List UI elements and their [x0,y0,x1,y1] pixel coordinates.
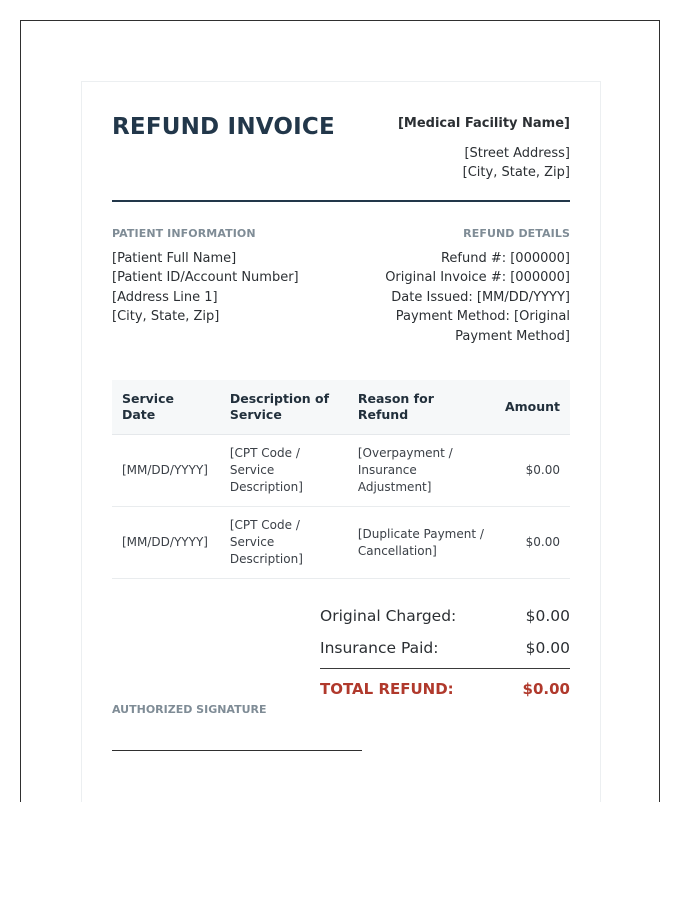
original-charged-row [320,603,570,635]
header-service-date: Service Date [112,380,220,435]
facility-city: [City, State, Zip] [462,165,570,180]
original-charged-value: $0.00 [525,607,570,625]
totals-block [320,603,570,708]
cell-description: [CPT Code / Service Description] [220,435,348,507]
cell-reason: [Overpayment / Insurance Adjustment] [348,435,495,507]
refund-details [370,224,570,346]
patient-city: [City, State, Zip] [112,309,220,324]
original-invoice-number: Original Invoice #: [000000] [385,270,570,285]
table-header-row [112,380,570,435]
patient-info-label: PATIENT INFORMATION [112,227,256,240]
refund-table [112,380,570,579]
cell-description: [CPT Code / Service Description] [220,507,348,579]
cell-service-date: [MM/DD/YYYY] [112,507,220,579]
cell-amount: $0.00 [495,435,570,507]
table-row [112,435,570,507]
document-title: REFUND INVOICE [112,114,335,140]
patient-id: [Patient ID/Account Number] [112,270,299,285]
header-amount: Amount [495,380,570,435]
refund-number: Refund #: [000000] [440,250,570,266]
signature-line [112,750,362,751]
refund-details-label: REFUND DETAILS [463,227,570,240]
signature-label: AUTHORIZED SIGNATURE [112,703,267,716]
payment-method: Payment Method: [Original Payment Method] [395,309,570,344]
patient-information [112,224,299,327]
table-row [112,507,570,579]
insurance-paid-label: Insurance Paid: [320,639,439,657]
cell-service-date: [MM/DD/YYYY] [112,435,220,507]
insurance-paid-row [320,635,570,667]
total-refund-value: $0.00 [522,680,570,698]
total-refund-label: TOTAL REFUND: [320,680,454,698]
cell-reason: [Duplicate Payment / Cancellation] [348,507,495,579]
total-refund-row [320,676,570,708]
original-charged-label: Original Charged: [320,607,457,625]
insurance-paid-value: $0.00 [525,639,570,657]
header-reason: Reason for Refund [348,380,495,435]
facility-street: [Street Address] [464,146,570,161]
facility-block [398,114,570,182]
facility-name: [Medical Facility Name] [397,116,570,131]
header-divider [112,200,570,202]
cell-amount: $0.00 [495,507,570,579]
patient-address: [Address Line 1] [112,289,218,305]
header-description: Description of Service [220,380,348,435]
patient-name: [Patient Full Name] [112,250,237,266]
date-issued: Date Issued: [MM/DD/YYYY] [391,289,570,305]
totals-divider [320,668,570,669]
